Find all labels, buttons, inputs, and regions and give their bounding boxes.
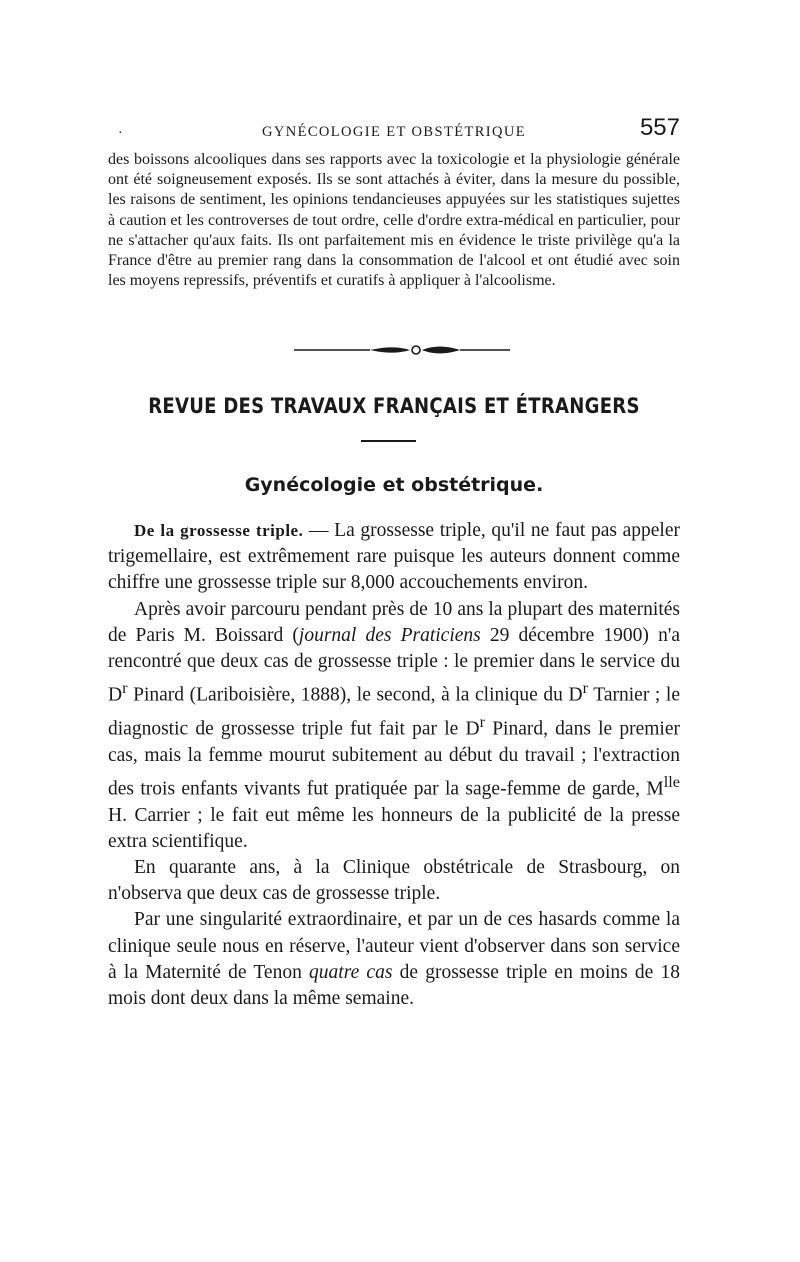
emphasis: quatre cas xyxy=(309,961,393,983)
header-dot: · xyxy=(118,126,123,141)
journal-citation: journal des Praticiens xyxy=(298,624,481,646)
article-paragraph: De la grossesse triple. — La grossesse triple, qu'il ne faut pas appeler trigemellaire, est extrêmement rare puisque les auteurs donnent comme chiffre une grossesse triple sur 8,000 accouchements environ. xyxy=(108,520,680,594)
article-body xyxy=(108,518,680,1012)
ornament-divider-icon xyxy=(288,338,516,362)
article-heading: De la grossesse triple. xyxy=(134,521,304,540)
article-paragraph: En quarante ans, à la Clinique obstétricale de Strasbourg, on n'observa que deux cas de grossesse triple. xyxy=(108,856,680,905)
running-title: GYNÉCOLOGIE ET OBSTÉTRIQUE xyxy=(261,124,527,140)
page-number: 557 xyxy=(639,114,680,141)
section-title: REVUE DES TRAVAUX FRANÇAIS ET ÉTRANGERS xyxy=(148,394,640,418)
article-paragraph: Après avoir parcouru pendant près de 10 ans la plupart des maternités de Paris M. Boissard (journal des Praticiens 29 décembre 1900) n'a rencontré que deux cas de grossesse triple : le premier dans le service du $D^r$ Pinard (Lariboisière, 1888), le second, à la clinique du $D^r$ Tarnier ; le diagnostic de grossesse triple fut fait par le $D^r$ Pinard, dans le premier cas, mais la femme mourut subitement au début du travail ; l'extraction des trois enfants vivants fut pratiquée par la sage-femme de garde, $M^{lle}$ H. Carrier ; le fait eut même les honneurs de la publicité de la presse extra scientifique. xyxy=(108,598,681,852)
subsection-title: Gynécologie et obstétrique. xyxy=(244,474,544,496)
intro-paragraph: des boissons alcooliques dans ses rapports avec la toxicologie et la physiologie générale ont été soigneusement exposés. Ils se sont attachés à éviter, dans la mesure du possible, les raisons de sentiment, les opinions tendancieuses appuyées sur les statistiques sujettes à caution et les controverses de tout ordre, celle d'ordre extra-médical en particulier, pour ne s'attacher qu'aux faits. Ils ont parfaitement mis en évidence le triste privilège qu'a la France d'être au premier rang dans la consommation de l'alcool et ont étudié avec soin les moyens repressifs, préventifs et curatifs à appliquer à l'alcoolisme. xyxy=(108,151,680,290)
running-header xyxy=(108,112,680,152)
title-rule xyxy=(361,440,416,442)
article-paragraph: Par une singularité extraordinaire, et par un de ces hasards comme la clinique seule nous en réserve, l'auteur vient d'observer dans son service à la Maternité de Tenon quatre cas de grossesse triple en moins de 18 mois dont deux dans la même semaine. xyxy=(108,909,681,1009)
